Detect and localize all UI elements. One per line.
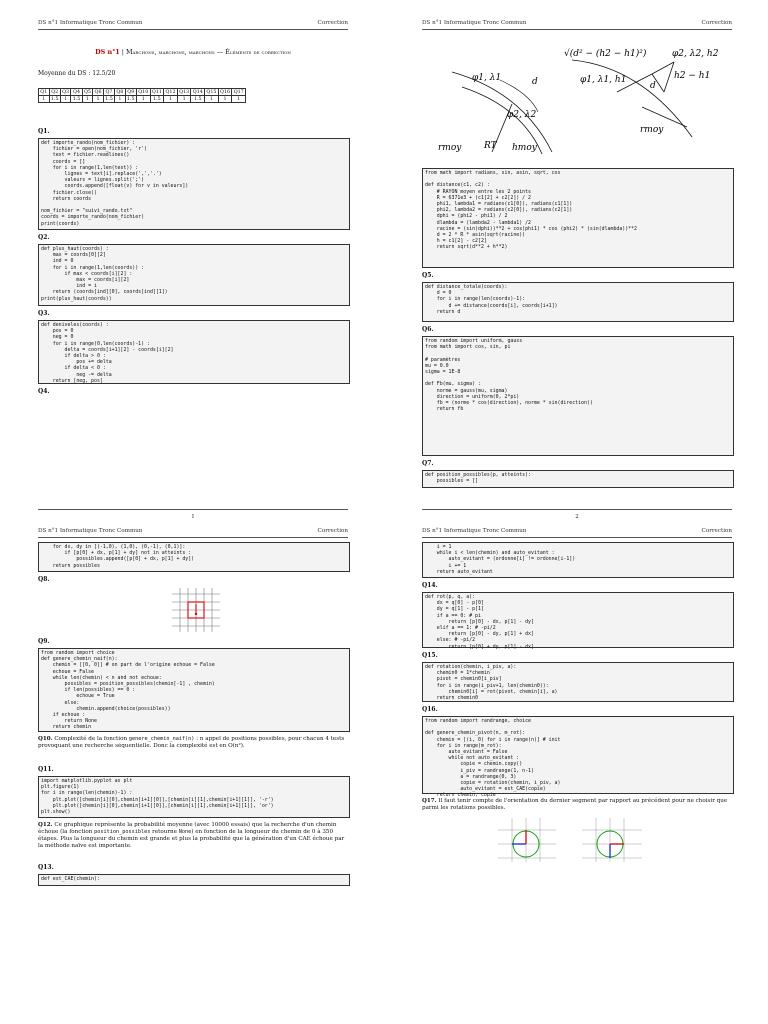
label-rt: RT: [484, 141, 497, 151]
label-phi2: φ2, λ2: [507, 110, 537, 120]
page-2: [412, 12, 742, 520]
question-label: Q10.: [38, 736, 53, 742]
page-header: [38, 528, 348, 534]
document-title: [28, 48, 358, 56]
grading-question-cell: Q3: [62, 89, 70, 95]
code-block: def rotation(chemin, i_piv, a): chemin0 = 1*chemin pivot = chemin0[i_piv] for i in range(i_piv+1, len(chemin0)): chemin0[i] = rot(pivot, chemin[i], a) return chemin0: [422, 662, 734, 702]
grading-question-cell: Q1: [40, 89, 48, 95]
page-number: 2: [575, 514, 579, 520]
footer-rule: [422, 509, 732, 510]
code-block: from math import radians, sin, asin, sqrt, cos def distance(c1, c2) : # RAYON moyen entre les 2 points R = 6371e3 + (c1[2] + c2[2]) / 2 phi1, lambda1 = radians(c1[0]), radians(c1[1]) phi2, lambda2 = radians(c2[0]), radians(c2[1]) dphi = (phi2 - phi1) / 2 dlambda = (lambda2 - lambda1) /2 racine = (sin(dphi))**2 + cos(phi1) * cos (phi2) * (sin(dlambda))**2 d = 2 * R * asin(sqrt(racine)) h = c1[2] - c2[2] return sqrt(d**2 + h**2): [422, 168, 734, 268]
grading-question-cell: Q15: [206, 89, 217, 95]
grading-question-cell: Q12: [165, 89, 176, 95]
grading-points-cell: 1: [205, 96, 219, 103]
grading-points-cell: 1.5: [191, 96, 205, 103]
question-label: Q9.: [38, 638, 50, 645]
grading-table: [38, 88, 246, 103]
grading-question-cell: Q16: [220, 89, 231, 95]
question-label: Q11.: [38, 766, 54, 773]
question-label: Q5.: [422, 272, 434, 279]
code-block: def plus_haut(coords) : max = coords[0][2] ind = 0 for i in range(1,len(coords)) : if max < coords[i][2] : max = coords[i][2] ind = i return (coords[ind][0], coords[ind][1]) print(plus_haut(coords)): [38, 244, 350, 306]
code-block: i = 1 while i < len(chemin) and auto_evitant : auto_evitant = (ordonne[i] != ordonne[i-1]) i += 1 return auto_evitant: [422, 542, 734, 578]
question-label: Q12.: [38, 822, 53, 828]
question-label: Q16.: [422, 706, 438, 713]
grid-figure: [168, 586, 224, 634]
grading-question-cell: Q7: [103, 89, 114, 96]
header-rule: [422, 537, 732, 538]
answer-text: Ce graphique représente la probabilité moyenne (avec 10000 essais) que la recherche d'un chemin échoue (la fonction: [38, 822, 337, 835]
grading-question-cell: Q8: [116, 89, 124, 95]
point-marker: [195, 613, 197, 615]
radius-right: [642, 107, 687, 127]
answer-text: Complexité de la fonction: [52, 736, 129, 742]
label-phi1h1: φ1, λ1, h1: [580, 75, 627, 85]
code-block: def importe_rando(nom_fichier) : fichier = open(nom_fichier, 'r') text = fichier.readlines() coords = [] for i in range(1,len(text)) : lignes = text[i].replace(',','.') valeurs = lignes.split(';') coords.append([float(v) for v in valeurs]) fichier.close() return coords nom_fichier = "suivi_rando.txt" coords = importe_rando(nom_fichier) print(coords): [38, 138, 350, 230]
q17-answer: [422, 798, 734, 812]
grading-points-cell: 1.5: [72, 96, 81, 102]
page-header: [38, 20, 348, 26]
header-rule: [38, 537, 348, 538]
header-left: DS n°1 Informatique Tronc Commun: [422, 20, 527, 26]
question-label: Q2.: [38, 234, 50, 241]
label-formula: √(d² − (h2 − h1)²): [564, 49, 647, 59]
code-block: from random import randrange, choice def genere_chemin_pivot(n, m_rot): chemin = [(i, 0) for i in range(n)] # init for i in range(m_rot): auto_evitant = False while not auto_evitant : copie = chemin.copy() i_piv = randrange(1, n-1) a = randrange(0, 3) copie = rotation(chemin, i_piv, a) auto_evitant = est_CAE(copie) return chemin, copie: [422, 716, 734, 794]
question-label: Q3.: [38, 310, 50, 317]
grading-question-cell: Q4: [71, 89, 82, 96]
answer-text: : n appel de positions possibles, pour chacun 4 tests provoquant une recherche séquentielle. Donc la complexité est en O(n²).: [38, 736, 345, 749]
grading-question-cell: Q9: [125, 89, 136, 96]
footer-rule: [38, 509, 348, 510]
code-block: def est_CAE(chemin):: [38, 874, 350, 886]
page-number: 1: [191, 514, 195, 520]
grading-points-cell: 1: [82, 96, 93, 103]
grading-points-cell: 1.5: [126, 96, 135, 102]
page-header: [422, 20, 732, 26]
code-block: def position_possibles(p, atteints): possibles = []: [422, 470, 734, 488]
q10-answer: [38, 736, 350, 750]
header-right: Correction: [317, 20, 348, 26]
page-header: [422, 528, 732, 534]
label-phi1: φ1, λ1: [472, 73, 502, 83]
header-rule: [38, 29, 348, 30]
grading-points-row: [39, 96, 246, 103]
header-right: Correction: [317, 528, 348, 534]
function-name: genere_chemin_naif(n): [128, 736, 195, 742]
grading-points-cell: 1: [39, 96, 50, 103]
rotation-figure: [496, 816, 646, 864]
header-right: Correction: [701, 20, 732, 26]
grading-question-cell: Q6: [94, 89, 102, 95]
grading-points-cell: 1: [232, 96, 246, 103]
question-label: Q1.: [38, 128, 50, 135]
header-left: DS n°1 Informatique Tronc Commun: [38, 528, 143, 534]
code-block: for dx, dy in [(-1,0), (1,0), (0,-1), (0,1)]: if [p[0] + dx, p[1] + dy] not in atteints : possibles.append([p[0] + dx, p[1] + dy]) return possibles: [38, 542, 350, 572]
geometry-figure: [412, 32, 742, 162]
grading-points-cell: 1: [60, 96, 71, 103]
q12-answer: [38, 822, 350, 850]
answer-text: Il faut tenir compte de l'orientation du dernier segment par rapport au précédent pour ne choisir que parmi les rotations possibles.: [422, 798, 728, 811]
function-name: position_possibles: [94, 829, 151, 835]
grading-question-cell: Q17: [233, 89, 244, 95]
question-label: Q17.: [422, 798, 437, 804]
question-label: Q6.: [422, 326, 434, 333]
page-4: [412, 520, 742, 1024]
code-block: from random import uniform, gauss from math import cos, sin, pi # paramètres mu = 0.0 sigma = 1E-8 def Fb(mu, sigma) : norme = gauss(mu, sigma) direction = uniform(0, 2*pi) fb = (norme * cos(direction), norme * sin(direction)) return fb: [422, 336, 734, 456]
grading-points-cell: 1: [164, 96, 178, 103]
question-label: Q4.: [38, 388, 50, 395]
question-label: Q15.: [422, 652, 438, 659]
grading-points-cell: 1.5: [150, 96, 164, 103]
answer-text: ) en fonction de la longueur du chemin de 0 à 350 étapes. Plus la longueur du chemin est grande et plus la probabilité que la génération d'un CAE échoue par la méthode naïve est importante.: [38, 829, 345, 849]
code-block: def rot(p, q, a): dx = q[0] - p[0] dy = q[1] - p[1] if a == 0: # pi return [p[0] - dx, p[1] - dy] elif a == 1: # -pi/2 return [p[0] - dy, p[1] + dx] else: # -pi/2 return [p[0] + dy, p[1] - dx]: [422, 592, 734, 648]
function-name: None: [178, 829, 192, 835]
page-1: [28, 12, 358, 520]
grading-question-cell: Q14: [192, 89, 203, 95]
grading-question-cell: Q2: [49, 89, 60, 96]
code-block: def deniveles(coords) : pos = 0 neg = 0 for i in range(0,len(coords)-1) : delta = coords[i+1][2] - coords[i][2] if delta > 0 : pos += delta if delta < 0 : neg -= delta return [neg, pos]: [38, 320, 350, 384]
label-rmoy-left: rmoy: [438, 143, 462, 153]
code-block: def distance_totale(coords): d = 0 for i in range(len(coords)-1): d += distance(coords[i], coords[i+1]) return d: [422, 282, 734, 322]
header-right: Correction: [701, 528, 732, 534]
grading-points-cell: 1: [136, 96, 150, 103]
grading-points-cell: 1.5: [50, 96, 59, 102]
label-hmoy: hmoy: [512, 143, 537, 153]
label-d-left: d: [532, 77, 538, 87]
grading-points-cell: 1: [177, 96, 191, 103]
grading-points-cell: 1: [93, 96, 104, 103]
answer-text: retourne: [150, 829, 179, 835]
grading-question-cell: Q5: [83, 89, 91, 95]
label-phi2h2: φ2, λ2, h2: [672, 49, 719, 59]
grading-question-cell: Q10: [138, 89, 149, 95]
question-label: Q14.: [422, 582, 438, 589]
question-label: Q7.: [422, 460, 434, 467]
header-left: DS n°1 Informatique Tronc Commun: [38, 20, 143, 26]
question-label: Q8.: [38, 576, 50, 583]
grading-question-cell: Q11: [151, 89, 162, 95]
grading-points-cell: 1: [115, 96, 126, 103]
code-block: import matplotlib.pyplot as plt plt.figure(1) for i in range(len(chemin)-1) : plt.plot([chemin[i][0],chemin[i+1][0]],[chemin[i][1],chemin[i+1][1]], '-r') plt.plot([chemin[i][0],chemin[i+1][0]],[chemin[i][1],chemin[i+1][1]], 'or') plt.show(): [38, 776, 350, 818]
page-3: [28, 520, 358, 1024]
question-label: Q13.: [38, 864, 54, 871]
header-left: DS n°1 Informatique Tronc Commun: [422, 528, 527, 534]
title-ds: DS n°1: [95, 48, 120, 56]
grading-header-row: [39, 89, 246, 96]
label-h2h1: h2 − h1: [674, 71, 711, 81]
header-rule: [422, 29, 732, 30]
label-rmoy-right: rmoy: [640, 125, 664, 135]
label-d-right: d: [650, 81, 656, 91]
grading-question-cell: Q13: [179, 89, 190, 95]
title-rest: | Marchons, marchons, marchons — Éléments de correction: [119, 48, 291, 56]
grading-points-cell: 1.5: [105, 96, 113, 102]
code-block: from random import choice def genere_chemin_naif(n): chemin = [[0, 0]] # on part de l'origine echoue = False echoue = False while len(chemin) < n and not echoue: possibles = position_possibles(chemin[-1] , chemin) if len(possibles) == 0 : echoue = True else: chemin.append(choice(possibles)) if echoue : return None return chemin: [38, 648, 350, 732]
grading-points-cell: 1: [218, 96, 232, 103]
average-score: Moyenne du DS : 12.5/20: [38, 70, 116, 77]
